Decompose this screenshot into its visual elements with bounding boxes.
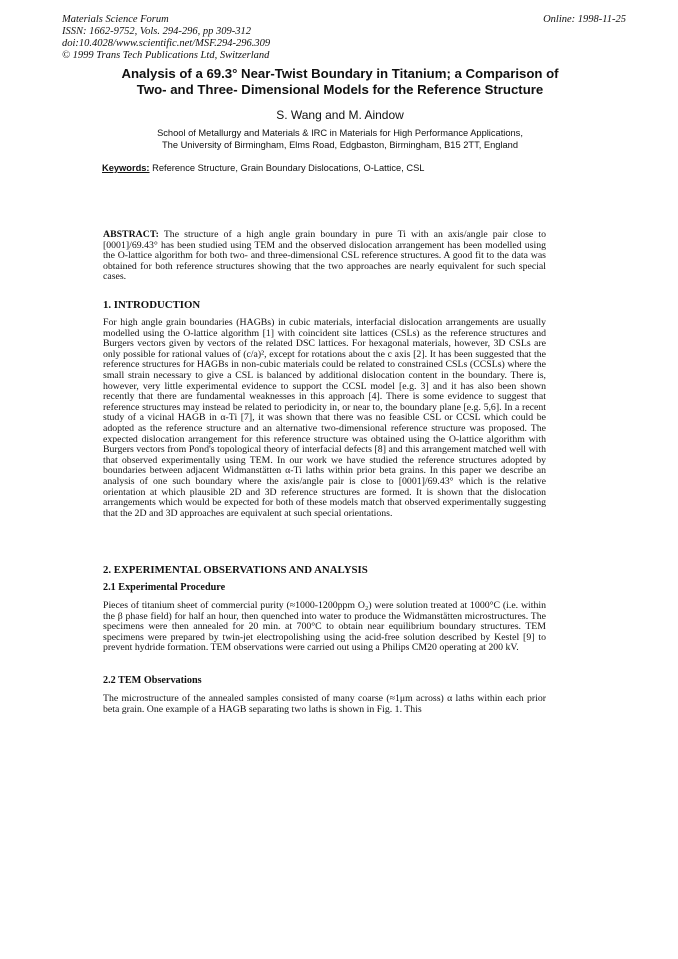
keywords (102, 163, 424, 173)
abstract-label: ABSTRACT: (103, 229, 159, 240)
section-2-heading: 2. EXPERIMENTAL OBSERVATIONS AND ANALYSIS (103, 564, 368, 576)
experimental-procedure-text: Pieces of titanium sheet of commercial purity (≈1000-1200ppm O₂) were solution treated at 1000°C (i.e. within the β phase field) for half an hour, then quenched into water to produce the Widmanstätten microstructures. The specimens were then annealed for 20 min. at 700°C to obtain near equilibrium boundary structures. TEM specimens were prepared by twin-jet electropolishing using the acid-free solution described by Kestel [9] to prevent hydride formation. TEM observations were carried out using a Philips CM20 operating at 200 kV. (103, 600, 547, 654)
paper-title (90, 66, 590, 97)
affiliation (90, 127, 590, 151)
journal-name: Materials Science Forum (62, 14, 169, 25)
section-1-heading: 1. INTRODUCTION (103, 299, 201, 311)
doi-link[interactable]: doi:10.4028/www.scientific.net/MSF.294-296.309 (62, 38, 271, 49)
title-line-2: Two- and Three- Dimensional Models for the Reference Structure (136, 81, 544, 97)
keywords-label: Keywords: (102, 163, 150, 173)
issn-line: ISSN: 1662-9752, Vols. 294-296, pp 309-312 (62, 26, 251, 37)
introduction-text: For high angle grain boundaries (HAGBs) in cubic materials, interfacial dislocation arrangements are usually modelled using the O-lattice algorithm [1] with coincident site lattices (CSLs) as the reference structures and Burgers vectors given by vectors of the related DSC lattices. For hexagonal materials, however, 3D CSLs are only possible for rational values of (c/a)², except for rotations about the c axis [2]. It has been suggested that the reference structures for HAGBs in non-cubic materials could be related to constrained CSLs (CCSLs) where the small strain necessary to give a CSL is balanced by additional dislocation content in the boundary. There is, however, very little experimental evidence to support the CCSL model [e.g. 3] and it has also been shown recently that there are fundamental weaknesses in this approach [4]. There is some evidence to suggest that reference structures may instead be related to periodicity in, or near to, the boundary plane [e.g. 5,6]. In a recent study of a vicinal HAGB in α-Ti [7], it was shown that there was no feasible CSL or CCSL which could be adopted as the reference structure and an alternative two-dimensional reference structure was proposed. The expected dislocation arrangement for this reference structure was obtained using the O-lattice algorithm with Burgers vectors from Pond's topological theory of interfacial defects [8] and this arrangement matched well with that observed experimentally using TEM. In our work we have studied the reference structures adopted by boundaries between adjacent Widmanstätten α-Ti laths within prior beta grains. In this paper we describe an analysis of one such boundary where the axis/angle pair is close to [0001]/69.43° which is the relative orientation at which plausible 2D and 3D reference structures are formed. It is shown that the dislocation arrangements which would be expected for both of these models match that observed experimentally suggesting that the 2D and 3D approaches are equivalent at such special orientations. (103, 317, 546, 519)
title-line-1: Analysis of a 69.3° Near-Twist Boundary in Titanium; a Comparison of (121, 66, 559, 81)
subsection-2-2-heading: 2.2 TEM Observations (103, 675, 202, 686)
affiliation-line-2: The University of Birmingham, Elms Road, Edgbaston, Birmingham, B15 2TT, England (161, 140, 519, 150)
abstract (103, 230, 546, 283)
authors: S. Wang and M. Aindow (276, 108, 404, 122)
abstract-text: The structure of a high angle grain boundary in pure Ti with an axis/angle pair close to [0001]/69.43° has been studied using TEM and the observed dislocation arrangement has been modelled using the O-lattice algorithm for both two- and three-dimensional CSL reference structures. A good fit to the data was obtained for both reference structures showing that the two approaches are nearly equivalent for such special cases. (103, 229, 546, 283)
copyright-line: © 1999 Trans Tech Publications Ltd, Switzerland (62, 50, 270, 61)
online-date: Online: 1998-11-25 (543, 14, 626, 25)
keywords-text: Reference Structure, Grain Boundary Dislocations, O-Lattice, CSL (152, 163, 425, 173)
journal-header (62, 14, 270, 62)
subsection-2-1-heading: 2.1 Experimental Procedure (103, 582, 226, 593)
tem-observations-text: The microstructure of the annealed samples consisted of many coarse (≈1μm across) α laths within each prior beta grain. One example of a HAGB separating two laths is shown in Fig. 1. This (103, 693, 546, 715)
affiliation-line-1: School of Metallurgy and Materials & IRC in Materials for High Performance Applications, (157, 128, 523, 138)
